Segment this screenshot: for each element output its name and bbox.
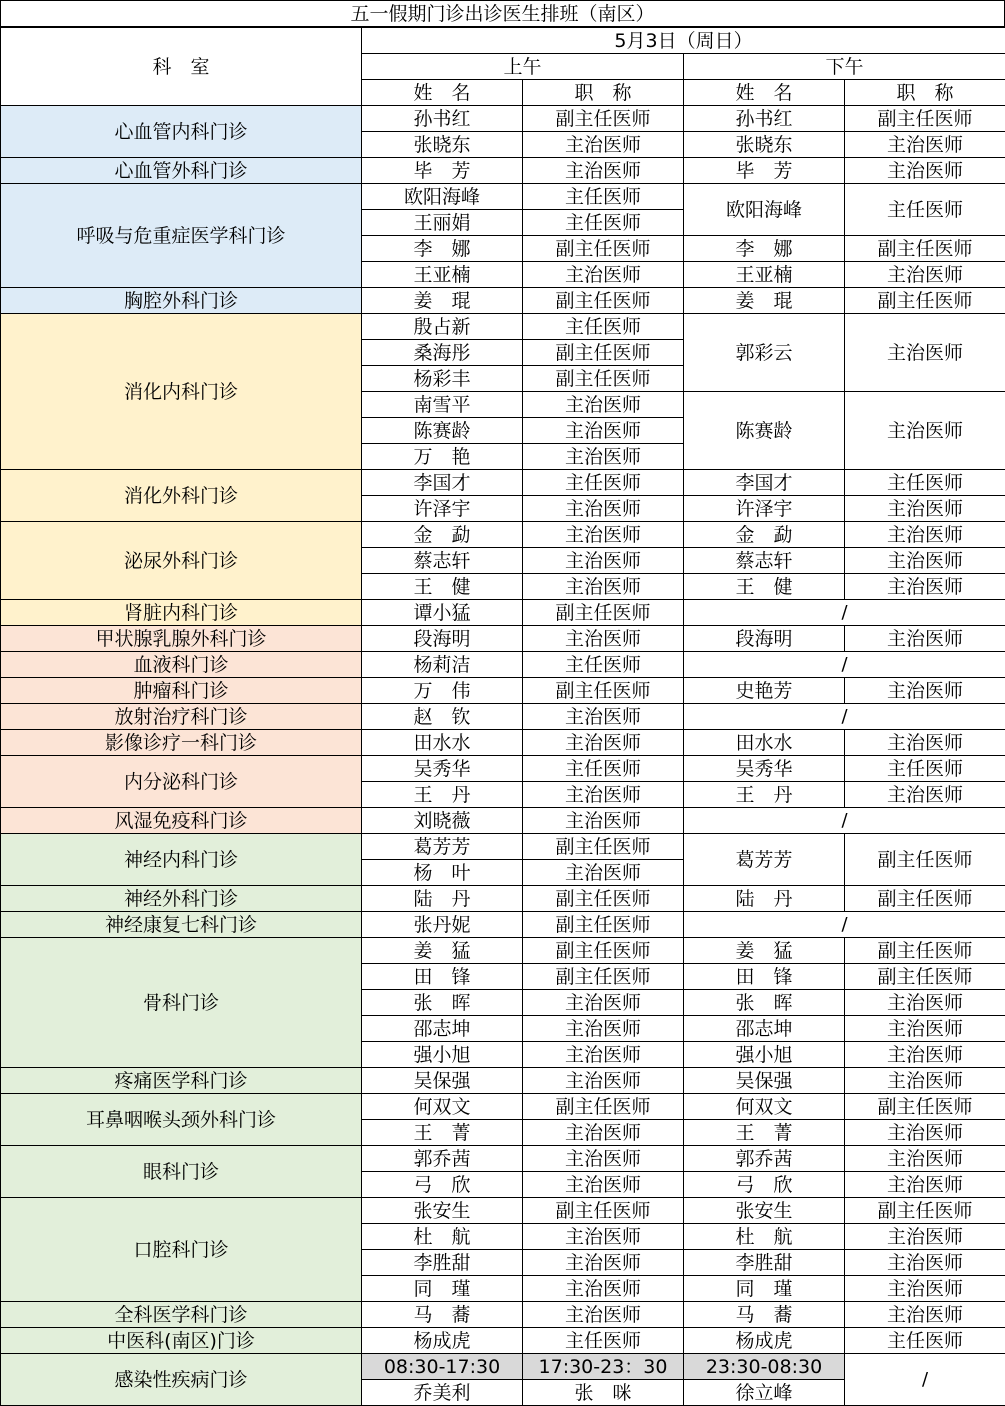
pm-doctor-title: 主治医师 [845, 1224, 1005, 1250]
am-doctor-title: 副主任医师 [523, 912, 684, 938]
pm-doctor-title: 副主任医师 [845, 1198, 1005, 1224]
am-doctor-title: 主治医师 [523, 392, 684, 418]
am-doctor-name: 许泽宇 [362, 496, 523, 522]
table-row [1, 158, 1005, 184]
pm-doctor-title: 主治医师 [845, 1146, 1005, 1172]
am-doctor-name: 段海明 [362, 626, 523, 652]
doctor-name-cell: 张 咪 [523, 1380, 684, 1406]
am-doctor-title: 主治医师 [523, 496, 684, 522]
dept-cell: 血液科门诊 [1, 652, 362, 678]
am-doctor-title: 主治医师 [523, 808, 684, 834]
pm-doctor-name: 王 健 [684, 574, 845, 600]
am-doctor-title: 主治医师 [523, 548, 684, 574]
dept-cell: 甲状腺乳腺外科门诊 [1, 626, 362, 652]
infection-section [1, 1354, 1005, 1406]
am-doctor-title: 主任医师 [523, 184, 684, 210]
table-row [1, 704, 1005, 730]
am-doctor-name: 王 丹 [362, 782, 523, 808]
table-row [1, 522, 1005, 548]
table-row [1, 912, 1005, 938]
pm-name-header: 姓 名 [684, 80, 845, 106]
dept-cell: 风湿免疫科门诊 [1, 808, 362, 834]
dept-cell: 感染性疾病门诊 [1, 1354, 362, 1406]
am-doctor-name: 葛芳芳 [362, 834, 523, 860]
am-doctor-name: 李国才 [362, 470, 523, 496]
am-doctor-name: 吴秀华 [362, 756, 523, 782]
pm-doctor-name: 蔡志轩 [684, 548, 845, 574]
table-row [1, 1146, 1005, 1172]
am-doctor-title: 副主任医师 [523, 366, 684, 392]
am-doctor-name: 田水水 [362, 730, 523, 756]
shift-cell: 08:30-17:30 [362, 1354, 523, 1380]
table-row [1, 626, 1005, 652]
am-doctor-name: 李 娜 [362, 236, 523, 262]
pm-doctor-title: 主治医师 [845, 1302, 1005, 1328]
pm-doctor-name: 何双文 [684, 1094, 845, 1120]
dept-cell: 中医科(南区)门诊 [1, 1328, 362, 1354]
pm-doctor-title: 副主任医师 [845, 236, 1005, 262]
dept-cell: 肿瘤科门诊 [1, 678, 362, 704]
am-doctor-name: 蔡志轩 [362, 548, 523, 574]
table-row [1, 288, 1005, 314]
table-row [1, 106, 1005, 132]
am-name-header: 姓 名 [362, 80, 523, 106]
dept-cell: 眼科门诊 [1, 1146, 362, 1198]
table-row [1, 184, 1005, 210]
am-doctor-title: 主治医师 [523, 132, 684, 158]
pm-doctor-title: 主治医师 [845, 574, 1005, 600]
am-header: 上午 [362, 54, 684, 80]
pm-doctor-title: 主治医师 [845, 392, 1005, 470]
pm-doctor-name: 吴秀华 [684, 756, 845, 782]
schedule-table [0, 27, 1005, 1406]
dept-cell: 放射治疗科门诊 [1, 704, 362, 730]
am-doctor-title: 主治医师 [523, 1016, 684, 1042]
date-header: 5月3日（周日） [362, 28, 1005, 54]
pm-doctor-title: 副主任医师 [845, 834, 1005, 886]
am-doctor-title: 副主任医师 [523, 236, 684, 262]
table-row [1, 678, 1005, 704]
pm-doctor-title: 副主任医师 [845, 106, 1005, 132]
am-doctor-name: 欧阳海峰 [362, 184, 523, 210]
am-doctor-title: 主治医师 [523, 730, 684, 756]
am-doctor-title: 副主任医师 [523, 1094, 684, 1120]
am-doctor-name: 王 菁 [362, 1120, 523, 1146]
pm-doctor-title: 主任医师 [845, 184, 1005, 236]
dept-cell: 神经康复七科门诊 [1, 912, 362, 938]
pm-doctor-name: 王 菁 [684, 1120, 845, 1146]
pm-doctor-name: 吴保强 [684, 1068, 845, 1094]
no-schedule-slash: / [684, 808, 1005, 834]
pm-doctor-title: 副主任医师 [845, 288, 1005, 314]
am-doctor-name: 陈赛龄 [362, 418, 523, 444]
am-doctor-title: 主治医师 [523, 444, 684, 470]
pm-doctor-title: 主治医师 [845, 730, 1005, 756]
am-doctor-title: 主任医师 [523, 210, 684, 236]
pm-doctor-name: 同 瑾 [684, 1276, 845, 1302]
pm-doctor-name: 段海明 [684, 626, 845, 652]
dept-cell: 全科医学科门诊 [1, 1302, 362, 1328]
am-doctor-title: 主治医师 [523, 1120, 684, 1146]
pm-doctor-name: 张安生 [684, 1198, 845, 1224]
pm-doctor-title: 主治医师 [845, 678, 1005, 704]
pm-doctor-name: 张晓东 [684, 132, 845, 158]
pm-doctor-title: 主治医师 [845, 990, 1005, 1016]
pm-doctor-name: 李胜甜 [684, 1250, 845, 1276]
pm-doctor-name: 弓 欣 [684, 1172, 845, 1198]
am-doctor-name: 张 晖 [362, 990, 523, 1016]
am-doctor-name: 金 勐 [362, 522, 523, 548]
pm-doctor-name: 金 勐 [684, 522, 845, 548]
am-doctor-name: 谭小猛 [362, 600, 523, 626]
am-doctor-title: 主任医师 [523, 652, 684, 678]
am-doctor-name: 桑海彤 [362, 340, 523, 366]
am-doctor-title: 副主任医师 [523, 964, 684, 990]
pm-doctor-name: 许泽宇 [684, 496, 845, 522]
pm-doctor-title: 主治医师 [845, 1250, 1005, 1276]
table-row [1, 938, 1005, 964]
am-doctor-title: 副主任医师 [523, 600, 684, 626]
am-doctor-name: 杨 叶 [362, 860, 523, 886]
table-row [1, 1068, 1005, 1094]
am-doctor-name: 邵志坤 [362, 1016, 523, 1042]
pm-doctor-name: 田 锋 [684, 964, 845, 990]
pm-doctor-name: 陈赛龄 [684, 392, 845, 470]
am-doctor-name: 强小旭 [362, 1042, 523, 1068]
am-doctor-name: 张安生 [362, 1198, 523, 1224]
no-schedule-slash: / [845, 1354, 1005, 1406]
am-doctor-name: 王 健 [362, 574, 523, 600]
pm-doctor-title: 主治医师 [845, 262, 1005, 288]
am-doctor-name: 弓 欣 [362, 1172, 523, 1198]
dept-cell: 耳鼻咽喉头颈外科门诊 [1, 1094, 362, 1146]
dept-cell: 内分泌科门诊 [1, 756, 362, 808]
pm-title-header: 职 称 [845, 80, 1005, 106]
pm-doctor-name: 杜 航 [684, 1224, 845, 1250]
am-doctor-title: 主治医师 [523, 1172, 684, 1198]
dept-header: 科 室 [1, 28, 362, 106]
am-doctor-title: 主治医师 [523, 860, 684, 886]
pm-doctor-name: 王 丹 [684, 782, 845, 808]
am-doctor-name: 南雪平 [362, 392, 523, 418]
am-doctor-title: 主任医师 [523, 314, 684, 340]
am-doctor-name: 王亚楠 [362, 262, 523, 288]
pm-doctor-title: 主治医师 [845, 1276, 1005, 1302]
dept-cell: 消化内科门诊 [1, 314, 362, 470]
pm-doctor-title: 主治医师 [845, 496, 1005, 522]
pm-doctor-name: 史艳芳 [684, 678, 845, 704]
schedule-body [1, 106, 1005, 1354]
pm-doctor-title: 副主任医师 [845, 886, 1005, 912]
table-row [1, 314, 1005, 340]
am-doctor-title: 副主任医师 [523, 340, 684, 366]
no-schedule-slash: / [684, 704, 1005, 730]
dept-cell: 胸腔外科门诊 [1, 288, 362, 314]
pm-doctor-title: 主治医师 [845, 1172, 1005, 1198]
am-doctor-title: 主治医师 [523, 782, 684, 808]
am-doctor-name: 何双文 [362, 1094, 523, 1120]
no-schedule-slash: / [684, 600, 1005, 626]
table-row [1, 470, 1005, 496]
pm-doctor-name: 王亚楠 [684, 262, 845, 288]
pm-doctor-title: 副主任医师 [845, 938, 1005, 964]
pm-doctor-title: 主治医师 [845, 158, 1005, 184]
dept-cell: 口腔科门诊 [1, 1198, 362, 1302]
pm-header: 下午 [684, 54, 1005, 80]
am-doctor-title: 主治医师 [523, 990, 684, 1016]
no-schedule-slash: / [684, 912, 1005, 938]
pm-doctor-name: 孙书红 [684, 106, 845, 132]
am-doctor-name: 陆 丹 [362, 886, 523, 912]
am-doctor-name: 李胜甜 [362, 1250, 523, 1276]
shift-cell: 17:30-23：30 [523, 1354, 684, 1380]
am-doctor-title: 主治医师 [523, 704, 684, 730]
pm-doctor-title: 主治医师 [845, 626, 1005, 652]
am-doctor-name: 杨彩丰 [362, 366, 523, 392]
am-doctor-title: 主治医师 [523, 522, 684, 548]
pm-doctor-title: 主治医师 [845, 314, 1005, 392]
am-doctor-title: 主任医师 [523, 756, 684, 782]
am-doctor-title: 主治医师 [523, 626, 684, 652]
am-doctor-name: 杜 航 [362, 1224, 523, 1250]
pm-doctor-title: 主治医师 [845, 1016, 1005, 1042]
dept-cell: 心血管内科门诊 [1, 106, 362, 158]
am-doctor-name: 姜 猛 [362, 938, 523, 964]
am-doctor-title: 主任医师 [523, 470, 684, 496]
am-doctor-title: 主治医师 [523, 418, 684, 444]
am-doctor-title: 副主任医师 [523, 834, 684, 860]
am-doctor-title: 主治医师 [523, 1042, 684, 1068]
pm-doctor-name: 李 娜 [684, 236, 845, 262]
table-row [1, 1302, 1005, 1328]
dept-cell: 疼痛医学科门诊 [1, 1068, 362, 1094]
am-doctor-title: 副主任医师 [523, 678, 684, 704]
dept-cell: 神经内科门诊 [1, 834, 362, 886]
dept-cell: 影像诊疗一科门诊 [1, 730, 362, 756]
pm-doctor-name: 强小旭 [684, 1042, 845, 1068]
dept-cell: 呼吸与危重症医学科门诊 [1, 184, 362, 288]
page-title: 五一假期门诊出诊医生排班（南区） [0, 0, 1005, 27]
am-doctor-name: 吴保强 [362, 1068, 523, 1094]
am-doctor-name: 刘晓薇 [362, 808, 523, 834]
pm-doctor-name: 姜 猛 [684, 938, 845, 964]
am-doctor-name: 杨莉洁 [362, 652, 523, 678]
am-doctor-title: 主治医师 [523, 1302, 684, 1328]
am-doctor-title: 主治医师 [523, 1224, 684, 1250]
table-row [1, 1198, 1005, 1224]
pm-doctor-name: 杨成虎 [684, 1328, 845, 1354]
pm-doctor-title: 主任医师 [845, 1328, 1005, 1354]
am-doctor-name: 郭乔茜 [362, 1146, 523, 1172]
pm-doctor-name: 毕 芳 [684, 158, 845, 184]
table-row [1, 808, 1005, 834]
table-row [1, 652, 1005, 678]
am-doctor-title: 副主任医师 [523, 938, 684, 964]
pm-doctor-name: 李国才 [684, 470, 845, 496]
pm-doctor-title: 主治医师 [845, 1120, 1005, 1146]
pm-doctor-title: 主治医师 [845, 548, 1005, 574]
pm-doctor-name: 姜 琨 [684, 288, 845, 314]
am-doctor-name: 姜 琨 [362, 288, 523, 314]
am-doctor-title: 主治医师 [523, 158, 684, 184]
table-row [1, 756, 1005, 782]
pm-doctor-title: 主治医师 [845, 782, 1005, 808]
dept-cell: 泌尿外科门诊 [1, 522, 362, 600]
pm-doctor-title: 主治医师 [845, 1042, 1005, 1068]
pm-doctor-title: 副主任医师 [845, 1094, 1005, 1120]
pm-doctor-title: 主治医师 [845, 1068, 1005, 1094]
am-doctor-title: 主治医师 [523, 262, 684, 288]
am-doctor-name: 殷占新 [362, 314, 523, 340]
pm-doctor-name: 郭乔茜 [684, 1146, 845, 1172]
pm-doctor-title: 主任医师 [845, 756, 1005, 782]
am-doctor-name: 田 锋 [362, 964, 523, 990]
pm-doctor-name: 陆 丹 [684, 886, 845, 912]
am-doctor-name: 毕 芳 [362, 158, 523, 184]
dept-cell: 骨科门诊 [1, 938, 362, 1068]
pm-doctor-name: 张 晖 [684, 990, 845, 1016]
am-doctor-name: 马 蕎 [362, 1302, 523, 1328]
pm-doctor-name: 马 蕎 [684, 1302, 845, 1328]
table-row [1, 1328, 1005, 1354]
table-row [1, 1354, 1005, 1380]
am-doctor-title: 副主任医师 [523, 886, 684, 912]
pm-doctor-name: 郭彩云 [684, 314, 845, 392]
pm-doctor-title: 主治医师 [845, 522, 1005, 548]
am-doctor-name: 张晓东 [362, 132, 523, 158]
table-row [1, 600, 1005, 626]
am-doctor-name: 王丽娟 [362, 210, 523, 236]
table-row [1, 834, 1005, 860]
am-doctor-name: 万 伟 [362, 678, 523, 704]
am-doctor-name: 张丹妮 [362, 912, 523, 938]
pm-doctor-title: 副主任医师 [845, 964, 1005, 990]
am-doctor-name: 同 瑾 [362, 1276, 523, 1302]
table-row [1, 730, 1005, 756]
am-doctor-name: 孙书红 [362, 106, 523, 132]
dept-cell: 神经外科门诊 [1, 886, 362, 912]
am-doctor-name: 赵 钦 [362, 704, 523, 730]
pm-doctor-name: 邵志坤 [684, 1016, 845, 1042]
am-doctor-name: 万 艳 [362, 444, 523, 470]
no-schedule-slash: / [684, 652, 1005, 678]
am-title-header: 职 称 [523, 80, 684, 106]
pm-doctor-name: 欧阳海峰 [684, 184, 845, 236]
table-row [1, 886, 1005, 912]
am-doctor-title: 主治医师 [523, 1250, 684, 1276]
shift-cell: 23:30-08:30 [684, 1354, 845, 1380]
am-doctor-title: 副主任医师 [523, 106, 684, 132]
am-doctor-title: 主治医师 [523, 574, 684, 600]
pm-doctor-title: 主任医师 [845, 470, 1005, 496]
am-doctor-title: 主治医师 [523, 1068, 684, 1094]
dept-cell: 肾脏内科门诊 [1, 600, 362, 626]
table-row [1, 1094, 1005, 1120]
am-doctor-title: 主治医师 [523, 1276, 684, 1302]
am-doctor-title: 副主任医师 [523, 1198, 684, 1224]
doctor-name-cell: 徐立峰 [684, 1380, 845, 1406]
doctor-name-cell: 乔美利 [362, 1380, 523, 1406]
am-doctor-title: 主治医师 [523, 1146, 684, 1172]
pm-doctor-title: 主治医师 [845, 132, 1005, 158]
pm-doctor-name: 葛芳芳 [684, 834, 845, 886]
dept-cell: 心血管外科门诊 [1, 158, 362, 184]
am-doctor-name: 杨成虎 [362, 1328, 523, 1354]
am-doctor-title: 主任医师 [523, 1328, 684, 1354]
pm-doctor-name: 田水水 [684, 730, 845, 756]
dept-cell: 消化外科门诊 [1, 470, 362, 522]
am-doctor-title: 副主任医师 [523, 288, 684, 314]
